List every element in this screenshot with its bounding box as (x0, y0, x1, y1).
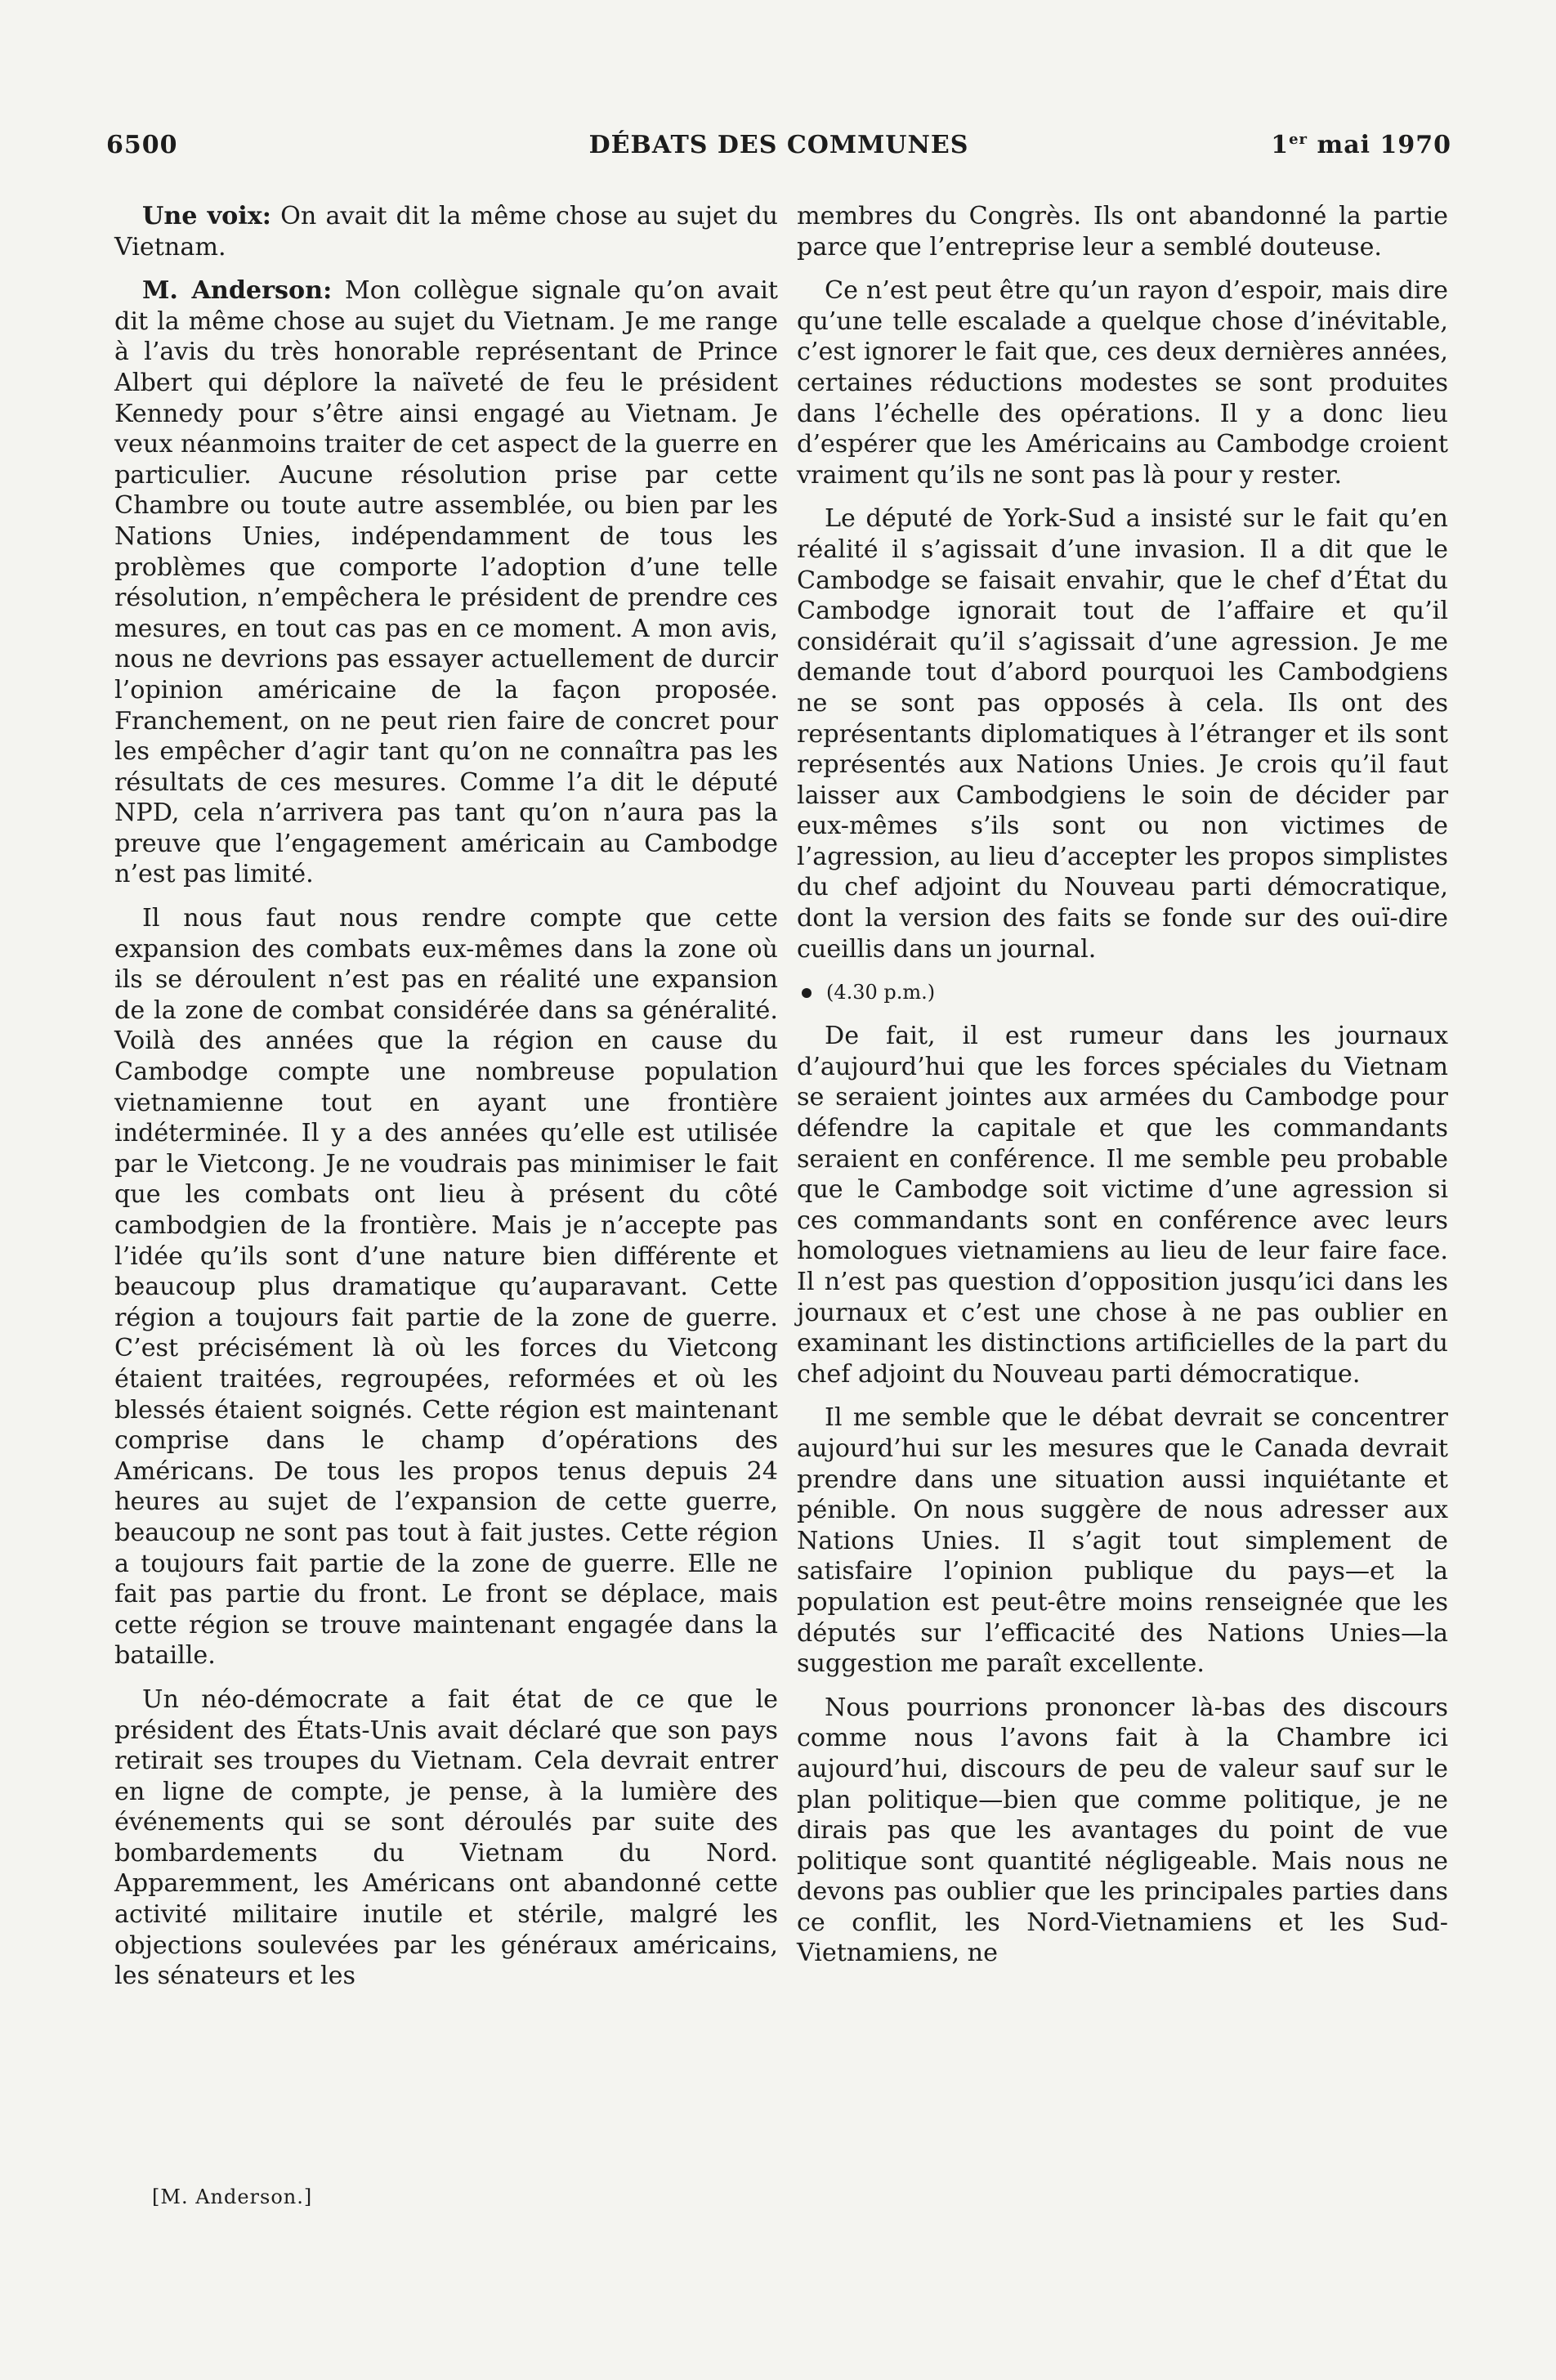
right-column (797, 201, 1448, 1982)
paragraph (114, 275, 778, 890)
date-day: 1 (1271, 131, 1290, 159)
paragraph: Un néo-démocrate a fait état de ce que le président des États-Unis avait déclaré que son pays retirait ses troupes du Vietnam. Cela devrait entrer en ligne de compte, je pense, à la lumière des événements qui se sont déroulés par suite des bombardements du Vietnam du Nord. Apparemment, les Américans ont abandonné cette activité militaire inutile et stérile, malgré les objections soulevées par les généraux américains, les sénateurs et les (114, 1684, 778, 1991)
paragraph: Il me semble que le débat devrait se concentrer aujourd’hui sur les mesures que le Canada devrait prendre dans une situation aussi inquiétante et pénible. On nous suggère de nous adresser aux Nations Unies. Il s’agit tout simplement de satisfaire l’opinion publique du pays—et la population est peut-être moins renseignée que les députés sur l’efficacité des Nations Unies—la suggestion me paraît excellente. (797, 1403, 1448, 1679)
speaker-name: Une voix: (142, 202, 271, 230)
page-date (1271, 131, 1451, 159)
publication-title: DÉBATS DES COMMUNES (588, 131, 969, 159)
time-marker-text: (4.30 p.m.) (826, 981, 936, 1004)
paragraph: Il nous faut nous rendre compte que cette expansion des combats eux-mêmes dans la zone où ils se déroulent n’est pas en réalité une expansion de la zone de combat considérée dans sa généralité. Voilà des années que la région en cause du Cambodge compte une nombreuse population vietnamienne tout en ayant une frontière indéterminée. Il y a des années qu’elle est utilisée par le Vietcong. Je ne voudrais pas minimiser le fait que les combats ont lieu à présent du côté cambodgien de la frontière. Mais je n’accepte pas l’idée qu’ils sont d’une nature bien différente et beaucoup plus dramatique qu’auparavant. Cette région a toujours fait partie de la zone de guerre. C’est précisément là où les forces du Vietcong étaient traitées, regroupées, reformées et où les blessés étaient soignés. Cette région est maintenant comprise dans le champ d’opérations des Américans. De tous les propos tenus depuis 24 heures au sujet de l’expansion de cette guerre, beaucoup ne sont pas tout à fait justes. Cette région a toujours fait partie de la zone de guerre. Elle ne fait pas partie du front. Le front se déplace, mais cette région se trouve maintenant engagée dans la bataille. (114, 904, 778, 1671)
paragraph: Ce n’est peut être qu’un rayon d’espoir, mais dire qu’une telle escalade a quelque chose d’inévitable, c’est ignorer le fait que, ces deux dernières années, certaines réductions modestes se sont produites dans l’échelle des opérations. Il y a donc lieu d’espérer que les Américains au Cambodge croient vraiment qu’ils ne sont pas là pour y rester. (797, 276, 1448, 490)
time-marker (797, 978, 1448, 1008)
page-number: 6500 (106, 131, 178, 159)
paragraph-text: On avait dit la même chose au sujet du Vietnam. (114, 202, 778, 262)
paragraph (114, 201, 778, 262)
paragraph-text: Mon collègue signale qu’on avait dit la même chose au sujet du Vietnam. Je me range à l’avis du très honorable représentant de Prince Albert qui déplore la naïveté de feu le président Kennedy pour s’être ainsi engagé au Vietnam. Je veux néanmoins traiter de cet aspect de la guerre en particulier. Aucune résolution prise par cette Chambre ou toute autre assemblée, ou bien par les Nations Unies, indépendamment de tous les problèmes que comporte l’adoption d’une telle résolution, n’empêchera le président de prendre ces mesures, en tout cas pas en ce moment. A mon avis, nous ne devrions pas essayer actuellement de durcir l’opinion américaine de la façon proposée. Franchement, on ne peut rien faire de concret pour les empêcher d’agir tant qu’on ne connaîtra pas les résultats de ces mesures. Comme l’a dit le député NPD, cela n’arrivera pas tant qu’on n’aura pas la preuve que l’engagement américain au Cambodge n’est pas limité. (114, 276, 778, 889)
date-day-suffix: er (1289, 131, 1308, 148)
date-month-year: mai 1970 (1308, 131, 1451, 159)
speaker-footnote: [M. Anderson.] (152, 2185, 313, 2208)
paragraph: De fait, il est rumeur dans les journaux d’aujourd’hui que les forces spéciales du Vietnam se seraient jointes aux armées du Cambodge pour défendre la capitale et que les commandants seraient en conférence. Il me semble peu probable que le Cambodge soit victime d’une agression si ces commandants sont en conférence avec leurs homologues vietnamiens au lieu de leur faire face. Il n’est pas question d’opposition jusqu’ici dans les journaux et c’est une chose à ne pas oublier en examinant les distinctions artificielles de la part du chef adjoint du Nouveau parti démocratique. (797, 1022, 1448, 1389)
paragraph: Nous pourrions prononcer là-bas des discours comme nous l’avons fait à la Chambre ici aujourd’hui, discours de peu de valeur sauf sur le plan politique—bien que comme politique, je ne dirais pas que les avantages du point de vue politique sont quantité négligeable. Mais nous ne devons pas oublier que les principales parties dans ce conflit, les Nord-Vietnamiens et les Sud-Vietnamiens, ne (797, 1693, 1448, 1968)
bullet-icon (802, 988, 812, 998)
page-header (106, 131, 1451, 177)
paragraph: membres du Congrès. Ils ont abandonné la partie parce que l’entreprise leur a semblé douteuse. (797, 202, 1448, 262)
paragraph: Le député de York-Sud a insisté sur le fait qu’en réalité il s’agissait d’une invasion. Il a dit que le Cambodge se faisait envahir, que le chef d’État du Cambodge ignorait tout de l’affaire et qu’il considérait qu’il s’agissait d’une agression. Je me demande tout d’abord pourquoi les Cambodgiens ne se sont pas opposés à cela. Ils ont des représentants diplomatiques à l’étranger et ils sont représentés aux Nations Unies. Je crois qu’il faut laisser aux Cambodgiens le soin de décider par eux-mêmes s’ils sont ou non victimes de l’agression, au lieu d’accepter les propos simplistes du chef adjoint du Nouveau parti démocratique, dont la version des faits se fonde sur des ouï-dire cueillis dans un journal. (797, 504, 1448, 964)
left-column (114, 201, 778, 2005)
speaker-name: M. Anderson: (142, 276, 333, 306)
